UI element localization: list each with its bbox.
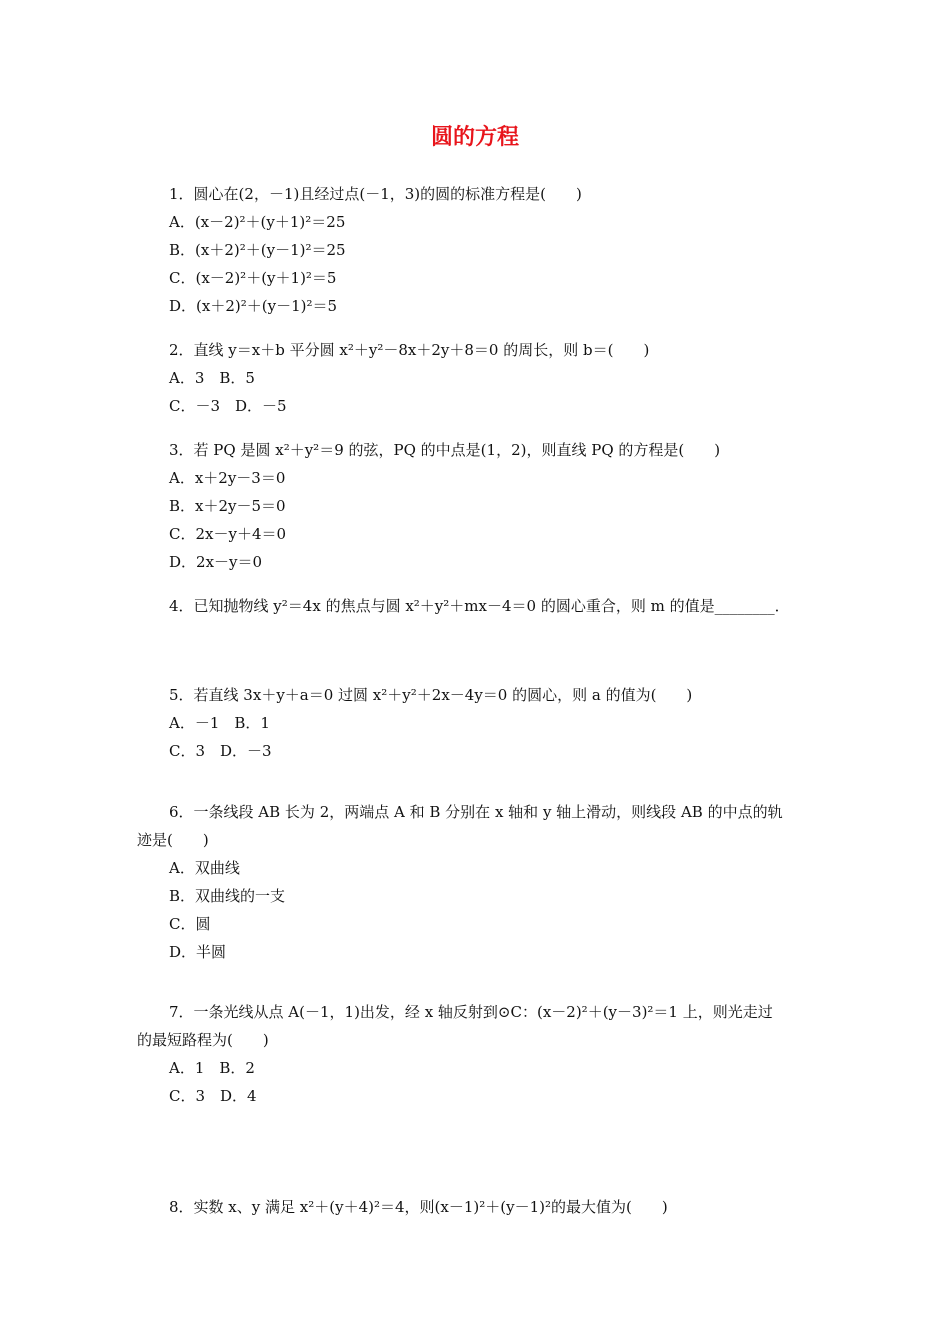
- q6-option-a: A．双曲线: [169, 859, 240, 877]
- question-6-continued: 迹是( ): [137, 831, 209, 849]
- question-5: 5．若直线 3x＋y＋a＝0 过圆 x²＋y²＋2x－4y＝0 的圆心，则 a 的值为( ): [169, 686, 693, 704]
- q6-option-c: C．圆: [169, 915, 211, 933]
- question-3: 3．若 PQ 是圆 x²＋y²＝9 的弦，PQ 的中点是(1，2)，则直线 PQ 的方程是( ): [169, 441, 721, 459]
- q5-options-cd: C．3 D．－3: [169, 742, 272, 760]
- q3-option-b: B．x＋2y－5＝0: [169, 497, 286, 515]
- q6-option-d: D．半圆: [169, 943, 227, 961]
- q3-option-c: C．2x－y＋4＝0: [169, 525, 287, 543]
- question-8: 8．实数 x、y 满足 x²＋(y＋4)²＝4，则(x－1)²＋(y－1)²的最大值为( ): [169, 1198, 668, 1216]
- q1-option-d: D．(x＋2)²＋(y－1)²＝5: [169, 297, 338, 315]
- q3-option-d: D．2x－y＝0: [169, 553, 263, 571]
- q2-options-cd: C．－3 D．－5: [169, 397, 287, 415]
- question-7: 7．一条光线从点 A(－1，1)出发，经 x 轴反射到⊙C：(x－2)²＋(y－3)²＝1 上，则光走过: [169, 1003, 773, 1021]
- question-7-continued: 的最短路程为( ): [137, 1031, 269, 1049]
- question-2: 2．直线 y＝x＋b 平分圆 x²＋y²－8x＋2y＋8＝0 的周长，则 b＝( ): [169, 341, 650, 359]
- question-4: 4．已知抛物线 y²＝4x 的焦点与圆 x²＋y²＋mx－4＝0 的圆心重合，则 m 的值是________．: [169, 597, 790, 615]
- q7-options-ab: A．1 B．2: [169, 1059, 255, 1077]
- q5-options-ab: A．－1 B．1: [169, 714, 270, 732]
- q6-option-b: B．双曲线的一支: [169, 887, 286, 905]
- q2-options-ab: A．3 B．5: [169, 369, 255, 387]
- q1-option-c: C．(x－2)²＋(y＋1)²＝5: [169, 269, 337, 287]
- q1-option-b: B．(x＋2)²＋(y－1)²＝25: [169, 241, 346, 259]
- question-1: 1．圆心在(2，－1)且经过点(－1，3)的圆的标准方程是( ): [169, 185, 582, 203]
- q7-options-cd: C．3 D．4: [169, 1087, 257, 1105]
- page-title: 圆的方程: [430, 125, 519, 150]
- q1-option-a: A．(x－2)²＋(y＋1)²＝25: [169, 213, 346, 231]
- question-6: 6．一条线段 AB 长为 2，两端点 A 和 B 分别在 x 轴和 y 轴上滑动，则线段 AB 的中点的轨: [169, 803, 783, 821]
- q3-option-a: A．x＋2y－3＝0: [169, 469, 286, 487]
